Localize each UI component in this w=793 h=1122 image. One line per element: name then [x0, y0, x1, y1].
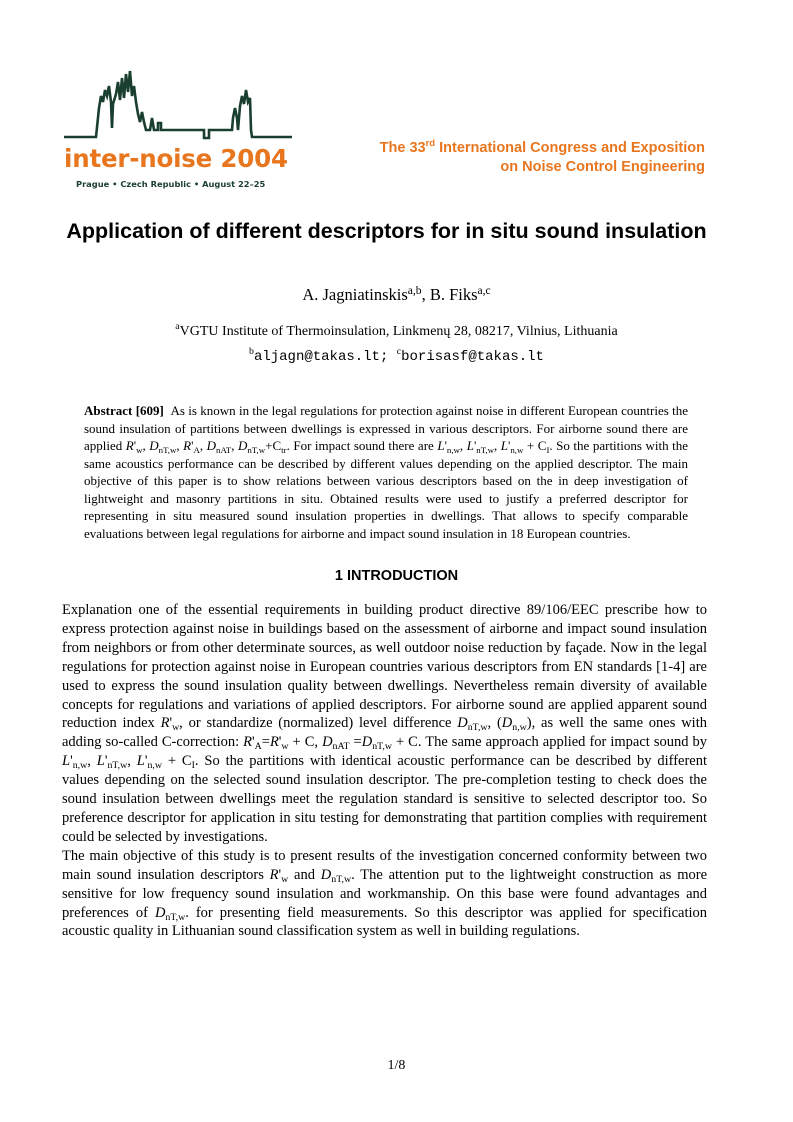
page-number: 1/8	[387, 1058, 406, 1073]
paragraph: The main objective of this study is to present results of the investigation concerned conformity between two main sound insulation descriptors $R'_w$ and $D_{nT,w}$. The attention put to the lightweight construction as more sensitive for low frequency sound insulation and workmanship. On this base were found advantages and preferences of $D_{nT,w}$. for presenting field measurements. So this descriptor was applied for specification acoustic quality in Lithuanian sound classification system as well in building regulations.	[62, 847, 708, 940]
logo-tagline: Prague • Czech Republic • August 22–25	[76, 179, 266, 189]
email-link[interactable]: borisasf@takas.lt	[401, 349, 544, 365]
affiliation: $^a$VGTU Institute of Thermoinsulation, Linkmenų 28, 08217, Vilnius, Lithuania	[175, 321, 618, 339]
logo-wordmark: inter-noise 2004	[64, 144, 288, 173]
email-link[interactable]: aljagn@takas.lt;	[253, 349, 389, 365]
paragraph: Explanation one of the essential requirements in building product directive 89/106/EEC prescribe how to express protection against noise in buildings based on the assessment of airborne and impact sound insulation from neighbors or from other determinate sources, as well outdoor noise reduction by façade. Now in the legal regulations for protection against noise in European countries various descriptors from EN standards [1-4] are used to express the sound insulation quality between dwellings. Nevertheless remain diversity of available concepts for regulations and variations of applied descriptors. For airborne sound are applied apparent sound reduction index $R'_w$, or standardize (normalized) level difference $D_{nT,w}$, $(D_{n,w})$, as well the same ones with adding so-called C-correction: $R'_A=R'_w + C$, $D_{nAT} =D_{nT,w} + C$. The same approach applied for impact sound by $L'_{n,w}$, $L'_{nT,w}$, $L'_{n,w} + C_I$. So the partitions with identical acoustic performance can be described by different values depending on the selected sound insulation descriptor. The pre-completion testing to check does the sound insulation between dwellings meet the regulation standard is sensitive to selected descriptor too. So preference descriptor for application in situ testing for demonstrating that partition complies with requirement could be selected by investigations.	[62, 602, 708, 845]
congress-title-line2: on Noise Control Engineering	[500, 159, 705, 175]
paper-title: Application of different descriptors for in situ sound insulation	[66, 219, 707, 243]
prague-skyline-icon	[62, 68, 294, 194]
author-emails: $^b$aljagn@takas.lt; $^c$borisasf@takas.lt	[249, 346, 544, 365]
author-name: A. Jagniatinskis	[302, 285, 408, 304]
abstract-label: Abstract [609]	[84, 403, 164, 418]
author-name: B. Fiks	[429, 285, 478, 304]
body-text	[62, 601, 707, 941]
congress-title-line1: The 33rd International Congress and Exposition	[379, 138, 705, 156]
section-heading: 1 INTRODUCTION	[334, 568, 459, 584]
conference-logo	[62, 68, 294, 194]
abstract: Abstract [609] As is known in the legal regulations for protection against noise in different European countries the sound insulation of partitions between dwellings is expressed in various descriptors. For airborne sound there are applied $R'_w$, $D_{nT,w}$, $R'_A$, $D_{nAT}$, $D_{nT,w}+C_{tr}$. For impact sound there are $L'_{n,w}$, $L'_{nT,w}$, $L'_{n,w} + C_I$. So the partitions with the same acoustics performance can be described by different values depending on the applied descriptor. The main objective of this paper is to show relations between various descriptors based on the in deep investigation of lightweight and masonry partitions in situ. Obtained results were used to justify a preferred descriptor for representing in situ measured sound insulation properties in dwellings. That allows to specify comparable evaluations between legal regulations for airborne and impact sound insulation in 18 European countries.	[84, 403, 689, 541]
author-list: A. Jagniatinskis$^{a,b}$, B. Fiks$^{a,c}$	[302, 285, 491, 304]
